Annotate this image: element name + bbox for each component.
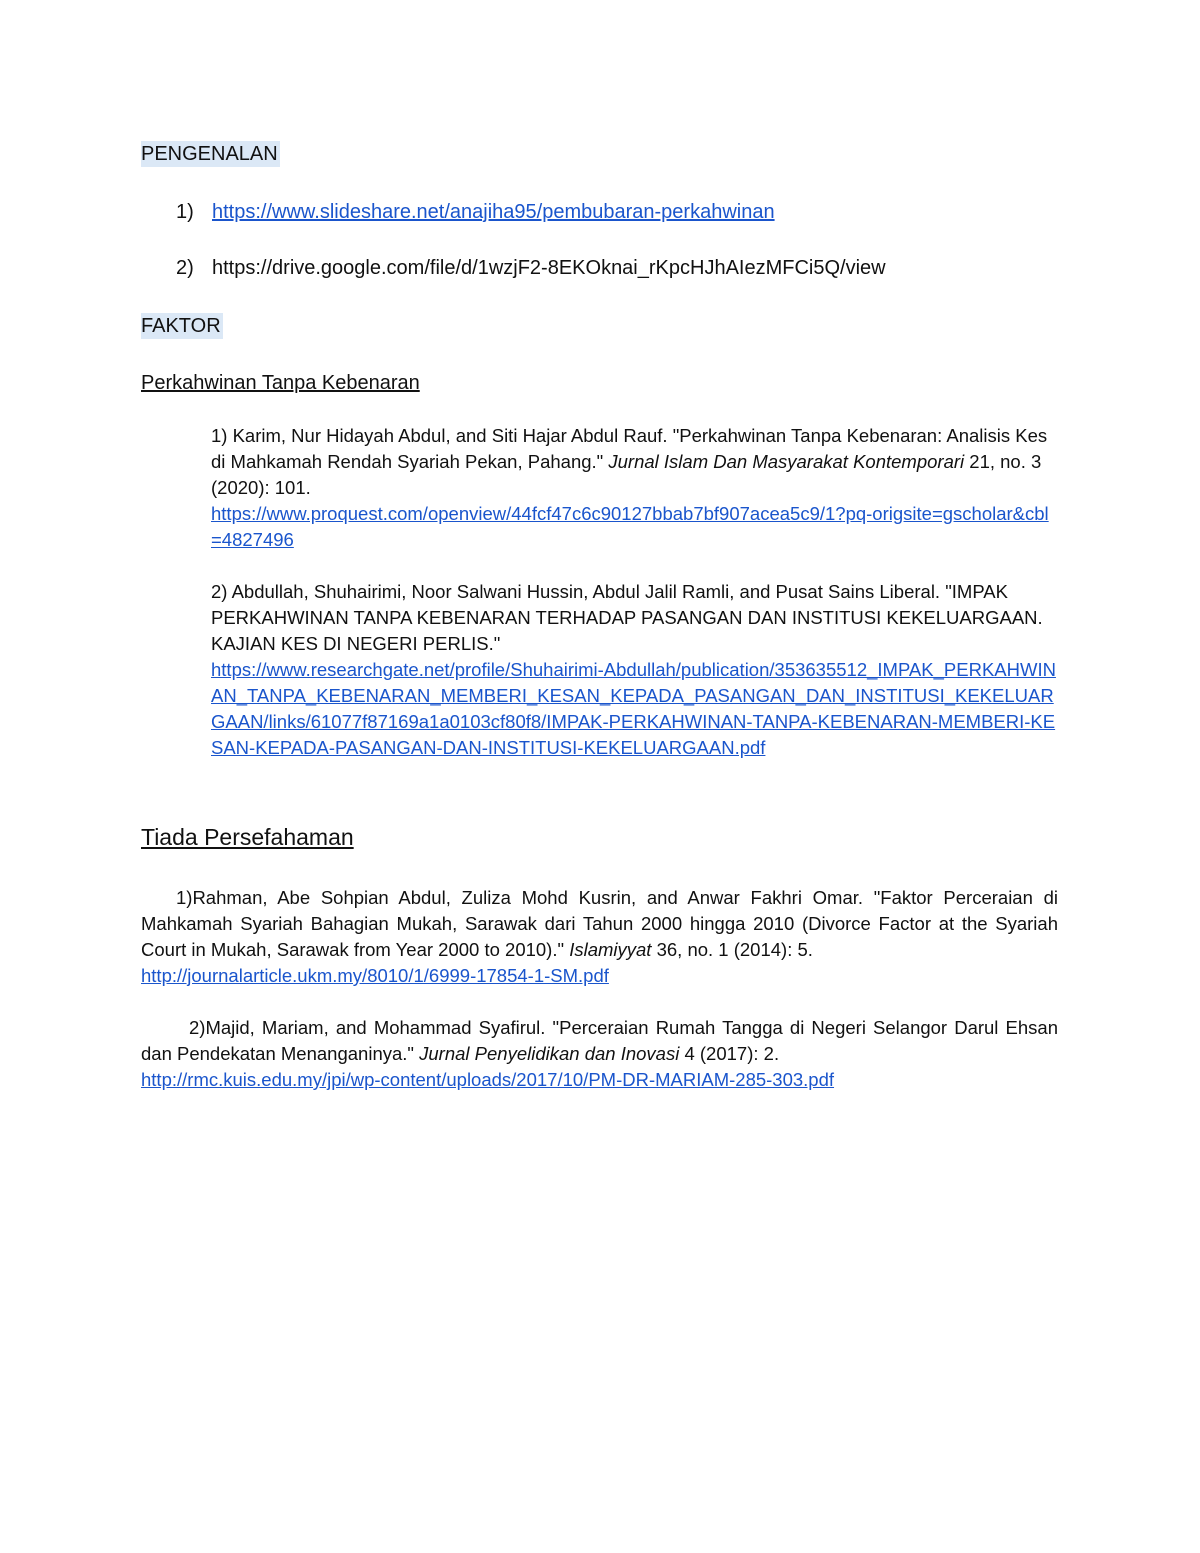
faktor-reference-1 (211, 423, 1059, 553)
tiada-reference-2 (141, 1015, 1058, 1093)
subheading-perkahwinan-tanpa-kebenaran: Perkahwinan Tanpa Kebenaran (141, 372, 420, 394)
tiada-ref-1-citation: 1)Rahman, Abe Sohpian Abdul, Zuliza Mohd Kusrin, and Anwar Fakhri Omar. "Faktor Perceraian di Mahkamah Syariah Bahagian Mukah, Sarawak dari Tahun 2000 hingga 2010 (Divorce Factor at the Syariah Court in Mukah, Sarawak from Year 2000 to 2010)." (141, 887, 1058, 960)
tiada-reference-1 (141, 885, 1058, 989)
intro-item-2 (176, 255, 886, 281)
faktor-reference-2 (211, 579, 1059, 761)
heading-pengenalan: PENGENALAN (141, 143, 278, 165)
tiada-ref-2-citation: 2)Majid, Mariam, and Mohammad Syafirul. "Perceraian Rumah Tangga di Negeri Selangor Darul Ehsan dan Pendekatan Menanganinya." (141, 1017, 1058, 1064)
faktor-ref-1-journal: Jurnal Islam Dan Masyarakat Kontemporari (608, 451, 965, 472)
faktor-ref-2-link[interactable]: https://www.researchgate.net/profile/Shuhairimi-Abdullah/publication/353635512_IMPAK_PERKAHWINAN_TANPA_KEBENARAN_MEMBERI_KESAN_KEPADA_PASANGAN_DAN_INSTITUSI_KEKELUARGAAN/links/61077f87169a1a0103cf80f8/IMPAK-PERKAHWINAN-TANPA-KEBENARAN-MEMBERI-KESAN-KEPADA-PASANGAN-DAN-INSTITUSI-KEKELUARGAAN.pdf (211, 659, 1056, 758)
intro-item-1-link[interactable]: https://www.slideshare.net/anajiha95/pembubaran-perkahwinan (212, 201, 775, 223)
faktor-ref-1-link[interactable]: https://www.proquest.com/openview/44fcf47c6c90127bbab7bf907acea5c9/1?pq-origsite=gscholar&cbl=4827496 (211, 503, 1049, 550)
tiada-ref-2-journal: Jurnal Penyelidikan dan Inovasi (419, 1043, 680, 1064)
tiada-ref-1-details: 36, no. 1 (2014): 5. (651, 939, 813, 960)
tiada-ref-1-journal: Islamiyyat (569, 939, 652, 960)
intro-item-2-text: https://drive.google.com/file/d/1wzjF2-8EKOknai_rKpcHJhAIezMFCi5Q/view (212, 257, 886, 279)
intro-item-2-number: 2) (176, 257, 194, 279)
intro-item-1-number: 1) (176, 201, 194, 223)
faktor-ref-1-citation: 1) Karim, Nur Hidayah Abdul, and Siti Hajar Abdul Rauf. "Perkahwinan Tanpa Kebenaran: Analisis Kes di Mahkamah Rendah Syariah Pekan, Pahang." (211, 425, 1048, 472)
heading-faktor: FAKTOR (141, 315, 221, 337)
intro-item-1 (176, 199, 775, 225)
faktor-ref-2-citation: 2) Abdullah, Shuhairimi, Noor Salwani Hussin, Abdul Jalil Ramli, and Pusat Sains Liberal. "IMPAK PERKAHWINAN TANPA KEBENARAN TERHADAP PASANGAN DAN INSTITUSI KEKELUARGAAN. KAJIAN KES DI NEGERI PERLIS." (211, 581, 1043, 654)
tiada-ref-2-link[interactable]: http://rmc.kuis.edu.my/jpi/wp-content/uploads/2017/10/PM-DR-MARIAM-285-303.pdf (141, 1069, 835, 1090)
faktor-ref-1-details: 21, no. 3 (2020): 101. (211, 451, 1042, 498)
tiada-ref-2-details: 4 (2017): 2. (679, 1043, 780, 1064)
tiada-ref-1-link[interactable]: http://journalarticle.ukm.my/8010/1/6999-17854-1-SM.pdf (141, 965, 609, 986)
heading-tiada-persefahaman: Tiada Persefahaman (141, 824, 354, 850)
